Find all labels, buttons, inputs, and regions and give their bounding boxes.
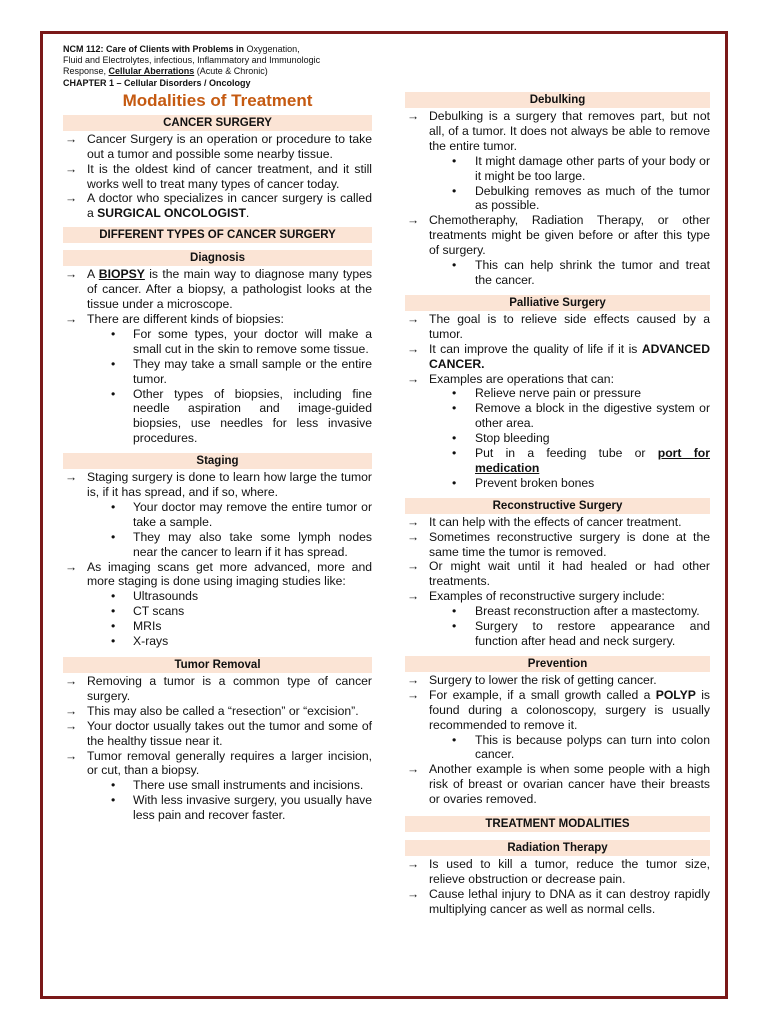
bullet-icon: • [452, 475, 457, 490]
paragraph [63, 560, 372, 590]
bullet-item [405, 154, 710, 184]
course-line1: Oxygenation, [244, 44, 300, 54]
page-frame [40, 31, 728, 999]
arrow-icon: → [407, 672, 420, 687]
text: Or might wait until it had healed or had other treatments. [429, 559, 710, 589]
paragraph [405, 857, 710, 887]
paragraph [63, 674, 372, 704]
arrow-icon: → [65, 748, 78, 763]
bullet-icon: • [111, 589, 116, 604]
bullet-icon: • [111, 499, 116, 514]
bold-term: ADVANCED CANCER. [429, 341, 710, 371]
paragraph [405, 372, 710, 387]
text: Removing a tumor is a common type of cancer surgery. [87, 674, 372, 703]
arrow-icon: → [65, 267, 78, 282]
bullet-icon: • [452, 153, 457, 168]
course-line3u: Cellular Aberrations [108, 66, 195, 77]
arrow-icon: → [407, 514, 420, 529]
section-diagnosis: Diagnosis [63, 250, 372, 266]
paragraph [405, 762, 710, 807]
bullet-icon: • [452, 183, 457, 198]
text: Staging surgery is done to learn how large the tumor is, if it has spread, and if so, where. [87, 470, 372, 500]
bullet-item [405, 604, 710, 619]
bullet-icon: • [111, 793, 116, 808]
bullet-item [63, 589, 372, 604]
paragraph [405, 515, 710, 530]
text: They may also take some lymph nodes near the cancer to learn if it has spread. [133, 529, 372, 559]
bullet-icon: • [111, 326, 116, 341]
bullet-item [405, 431, 710, 446]
paragraph [405, 109, 710, 154]
bullet-icon: • [452, 604, 457, 619]
text: A [87, 267, 99, 282]
text: Your doctor usually takes out the tumor and some of the healthy tissue near it. [87, 718, 372, 748]
bullet-item [63, 793, 372, 823]
arrow-icon: → [407, 109, 420, 123]
text: A doctor who specializes in cancer surgery is called a [87, 191, 372, 221]
text: Is used to kill a tumor, reduce the tumor size, relieve obstruction or decrease pain. [429, 857, 710, 886]
text: Examples of reconstructive surgery include: [429, 589, 665, 604]
text: Debulking removes as much of the tumor as possible. [475, 183, 710, 213]
arrow-icon: → [407, 311, 420, 326]
text: There are different kinds of biopsies: [87, 311, 284, 326]
text: Cause lethal injury to DNA as it can destroy rapidly multiplying cancer as well as normal cells. [429, 886, 710, 916]
bullet-icon: • [452, 732, 457, 747]
bullet-icon: • [111, 619, 116, 634]
text: Put in a feeding tube or [475, 446, 658, 461]
text: . [245, 206, 250, 221]
section-reconstructive: Reconstructive Surgery [405, 498, 710, 514]
arrow-icon: → [65, 161, 78, 176]
arrow-icon: → [407, 213, 420, 228]
text: Examples are operations that can: [429, 371, 614, 386]
bullet-icon: • [111, 604, 116, 619]
text: They may take a small sample or the entire tumor. [133, 356, 372, 386]
arrow-icon: → [65, 131, 78, 146]
paragraph [405, 589, 710, 604]
bullet-item [405, 476, 710, 491]
text: Cancer Surgery is an operation or procedure to take out a tumor and possible some nearby tissue. [87, 131, 372, 161]
text: Other types of biopsies, including fine needle aspiration and image-guided biopsies, use needles for less invasive procedures. [133, 386, 372, 446]
bullet-item [63, 634, 372, 649]
bullet-item [63, 619, 372, 634]
paragraph [405, 530, 710, 560]
text: Tumor removal generally requires a larger incision, or cut, than a biopsy. [87, 748, 372, 778]
text: Ultrasounds [133, 589, 199, 604]
text: Your doctor may remove the entire tumor or take a sample. [133, 499, 372, 529]
text: is found during a colonoscopy, surgery is usually recommended to remove it. [429, 687, 710, 732]
paragraph [63, 162, 372, 192]
bold-term: BIOPSY [98, 267, 145, 282]
bullet-icon: • [111, 386, 116, 401]
paragraph [405, 688, 710, 733]
page-title: Modalities of Treatment [122, 90, 313, 110]
arrow-icon: → [407, 529, 420, 544]
section-types: DIFFERENT TYPES OF CANCER SURGERY [63, 227, 372, 243]
bullet-item [405, 733, 710, 763]
chapter-label: CHAPTER 1 – Cellular Disorders / Oncology [63, 77, 251, 88]
paragraph [63, 749, 372, 779]
bullet-item [405, 386, 710, 401]
bullet-icon: • [452, 446, 457, 461]
arrow-icon: → [407, 857, 420, 872]
paragraph [405, 312, 710, 342]
text: As imaging scans get more advanced, more and more staging is done using imaging studies like: [87, 559, 372, 589]
bullet-item [405, 619, 710, 649]
paragraph [63, 132, 372, 162]
text: Surgery to restore appearance and function after head and neck surgery. [475, 619, 710, 648]
text: It can improve the quality of life if it is [429, 341, 642, 356]
text: This can help shrink the tumor and treat the cancer. [475, 258, 710, 287]
text: MRIs [133, 619, 162, 634]
text: Stop bleeding [475, 431, 550, 446]
bullet-item [405, 401, 710, 431]
section-staging: Staging [63, 453, 372, 469]
text: Chemotheraphy, Radiation Therapy, or other treatments might be given before or after this type of surgery. [429, 213, 710, 258]
text: is the main way to diagnose many types of cancer. After a biopsy, a pathologist looks at the tissue under a microscope. [87, 267, 372, 312]
arrow-icon: → [65, 470, 78, 485]
paragraph [405, 673, 710, 688]
arrow-icon: → [65, 559, 78, 574]
section-cancer-surgery: CANCER SURGERY [63, 115, 372, 131]
text: X-rays [133, 634, 169, 649]
paragraph [63, 312, 372, 327]
course-line3b: (Acute & Chronic) [194, 66, 268, 77]
text: For example, if a small growth called a [429, 687, 656, 702]
text: Surgery to lower the risk of getting cancer. [429, 672, 657, 687]
section-debulking: Debulking [405, 92, 710, 108]
paragraph [405, 342, 710, 372]
bullet-icon: • [111, 778, 116, 793]
bullet-icon: • [452, 386, 457, 401]
arrow-icon: → [65, 718, 78, 733]
bullet-item [63, 357, 372, 387]
text: It might damage other parts of your body or it might be too large. [475, 153, 710, 183]
arrow-icon: → [65, 703, 78, 718]
text: Sometimes reconstructive surgery is done at the same time the tumor is removed. [429, 529, 710, 559]
paragraph [405, 213, 710, 258]
right-column [405, 89, 710, 917]
paragraph [63, 704, 372, 719]
arrow-icon: → [65, 311, 78, 326]
text: There use small instruments and incisions. [133, 778, 364, 793]
text: This is because polyps can turn into colon cancer. [475, 732, 710, 762]
bullet-icon: • [111, 634, 116, 649]
course-line2: Fluid and Electrolytes, infectious, Inflammatory and Immunologic [63, 55, 321, 66]
bullet-icon: • [452, 401, 457, 416]
bullet-item [63, 530, 372, 560]
section-palliative: Palliative Surgery [405, 295, 710, 311]
arrow-icon: → [407, 589, 420, 604]
text: Breast reconstruction after a mastectomy. [475, 604, 700, 619]
text: It can help with the effects of cancer treatment. [429, 514, 682, 529]
arrow-icon: → [65, 674, 78, 688]
arrow-icon: → [407, 559, 420, 574]
left-column [63, 34, 372, 823]
bullet-icon: • [452, 619, 457, 634]
text: For some types, your doctor will make a small cut in the skin to remove some tissue. [133, 326, 372, 356]
text: The goal is to relieve side effects caused by a tumor. [429, 311, 710, 341]
arrow-icon: → [65, 191, 78, 206]
bullet-icon: • [111, 356, 116, 371]
bullet-icon: • [452, 258, 457, 273]
text: Prevent broken bones [475, 475, 595, 490]
arrow-icon: → [407, 687, 420, 702]
course-code: NCM 112: Care of Clients with Problems in [63, 44, 245, 54]
paragraph [63, 719, 372, 749]
bold-term: SURGICAL ONCOLOGIST [97, 206, 246, 221]
bullet-item [63, 604, 372, 619]
section-tumor-removal: Tumor Removal [63, 657, 372, 673]
text: This may also be called a “resection” or “excision”. [87, 703, 359, 718]
paragraph [405, 559, 710, 589]
bullet-item [63, 387, 372, 447]
paragraph [63, 191, 372, 221]
arrow-icon: → [407, 341, 420, 356]
bold-term: port for medication [475, 446, 710, 475]
section-treatment-modalities: TREATMENT MODALITIES [405, 816, 710, 832]
course-line3a: Response, [63, 66, 109, 77]
bullet-item [405, 184, 710, 214]
bold-term: POLYP [655, 687, 696, 702]
paragraph [63, 470, 372, 500]
section-prevention: Prevention [405, 656, 710, 672]
text: CT scans [133, 604, 185, 619]
arrow-icon: → [407, 762, 420, 777]
section-radiation-therapy: Radiation Therapy [405, 840, 710, 856]
text: It is the oldest kind of cancer treatment, and it still works well to treat many types of cancer today. [87, 161, 372, 191]
paragraph [63, 267, 372, 312]
arrow-icon: → [407, 371, 420, 386]
course-header [63, 44, 372, 89]
bullet-icon: • [111, 529, 116, 544]
arrow-icon: → [407, 886, 420, 901]
bullet-item [405, 258, 710, 288]
text: Remove a block in the digestive system or other area. [475, 401, 710, 431]
text: With less invasive surgery, you usually have less pain and recover faster. [133, 793, 372, 823]
text: Relieve nerve pain or pressure [475, 386, 641, 401]
bullet-item [63, 327, 372, 357]
bullet-icon: • [452, 431, 457, 446]
paragraph [405, 887, 710, 917]
text: Another example is when some people with a high risk of breast or ovarian cancer have their breasts or ovaries removed. [429, 762, 710, 807]
bullet-item [63, 500, 372, 530]
bullet-item [405, 446, 710, 476]
text: Debulking is a surgery that removes part, but not all, of a tumor. It does not always be able to remove the entire tumor. [429, 109, 710, 153]
bullet-item [63, 778, 372, 793]
